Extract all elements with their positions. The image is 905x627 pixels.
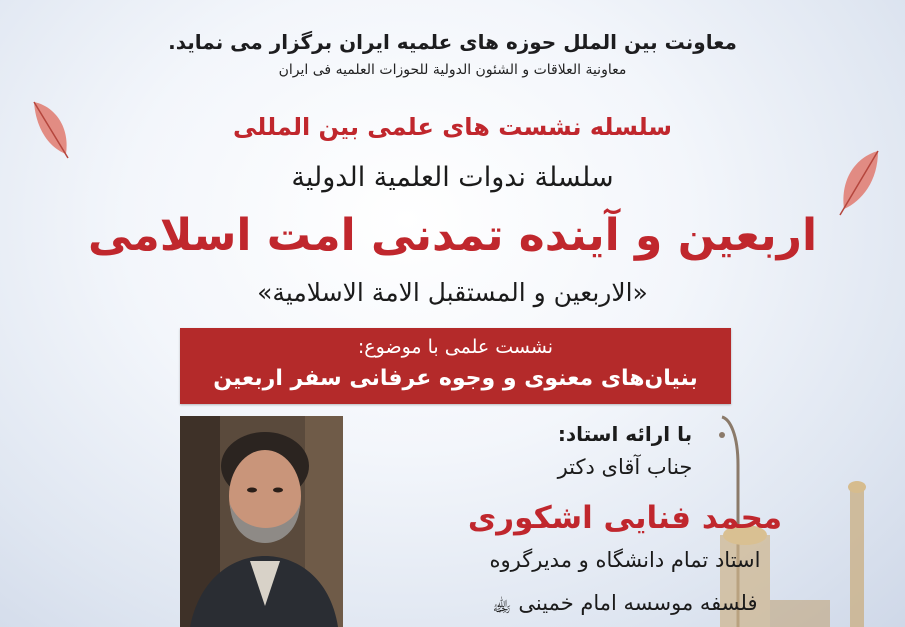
event-title-persian: اربعین و آینده تمدنی امت اسلامی bbox=[87, 210, 818, 261]
organizer-arabic: معاونیة العلاقات و الشئون الدولیة للحوزات العلمیه فی ایران bbox=[278, 62, 627, 78]
presented-by-label: با ارائه استاد: bbox=[557, 422, 693, 446]
series-title-persian: سلسله نشست های علمی بین المللی bbox=[232, 113, 673, 141]
series-title-arabic: سلسلة ندوات العلمیة الدولیة bbox=[291, 162, 614, 193]
organizer-persian: معاونت بین الملل حوزه های علمیه ایران برگزار می نماید. bbox=[168, 30, 737, 54]
speaker-role-line1: استاد تمام دانشگاه و مدیرگروه bbox=[489, 548, 761, 572]
topic-label: نشست علمی با موضوع: bbox=[357, 336, 554, 358]
speaker-honorific: جناب آقای دکتر bbox=[557, 455, 693, 479]
speaker-name: محمد فنایی اشکوری bbox=[467, 500, 783, 536]
speaker-role-line2: فلسفه موسسه امام خمینی ﵀ bbox=[492, 591, 758, 615]
speaker-portrait-icon bbox=[180, 416, 343, 627]
topic-title: بنیان‌های معنوی و وجوه عرفانی سفر اربعین bbox=[213, 366, 698, 391]
topic-banner bbox=[180, 328, 731, 404]
speaker-photo bbox=[180, 416, 343, 627]
event-title-arabic: «الاربعین و المستقبل الامة الاسلامیة» bbox=[257, 278, 648, 307]
